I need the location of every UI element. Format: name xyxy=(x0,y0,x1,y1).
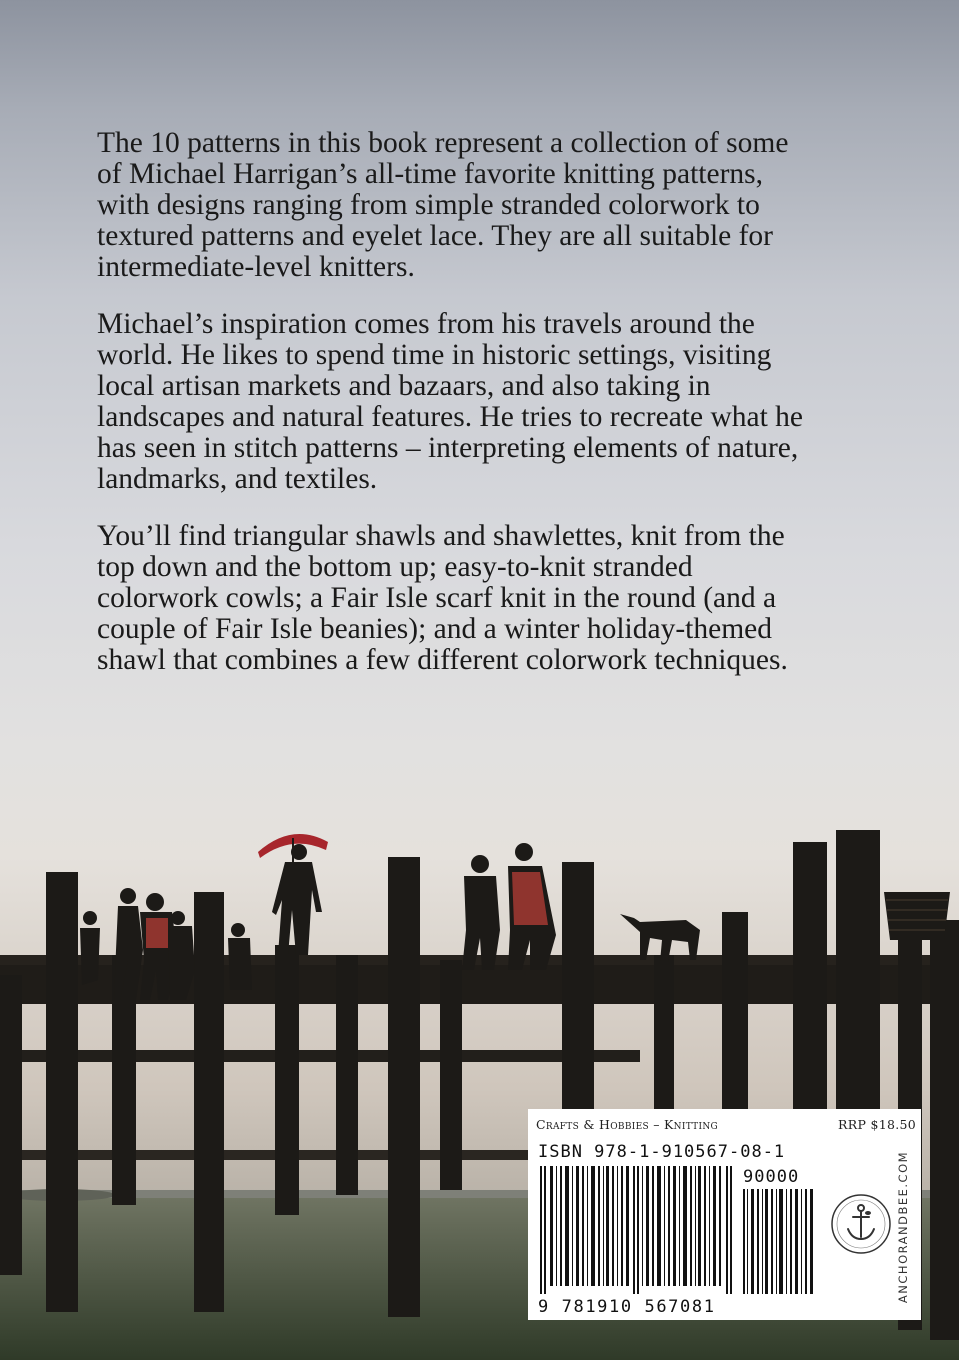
price-label: RRP $18.50 xyxy=(838,1116,916,1132)
barcode-panel xyxy=(528,1109,921,1320)
blurb-paragraph-3: You’ll find triangular shawls and shawlettes, knit from the top down and the bottom up; easy-to-knit stranded colorwork cowls; a Fair Isle scarf knit in the round (and a couple of Fair Isle beanies); and a winter holiday-themed shawl that combines a few different colorwork techniques. xyxy=(97,520,788,676)
category-label: Crafts & Hobbies – Knitting xyxy=(536,1116,718,1132)
ean-number: 9 781910 567081 xyxy=(538,1297,716,1317)
price-addon-barcode xyxy=(743,1189,815,1294)
price-code: 90000 xyxy=(743,1167,800,1187)
barcode-header xyxy=(536,1113,916,1135)
blurb-paragraph-2: Michael’s inspiration comes from his travels around the world. He likes to spend time in historic settings, visiting local artisan markets and bazaars, and also taking in landscapes and natural features. He tries to recreate what he has seen in stitch patterns – interpreting elements of nature, landmarks, and textiles. xyxy=(97,308,804,495)
publisher-url: ANCHORANDBEE.COM xyxy=(896,1150,910,1304)
blurb-paragraph-1: The 10 patterns in this book represent a collection of some of Michael Harrigan’s all-time favorite knitting patterns, with designs ranging from simple stranded colorwork to textured patterns and eyelet lace. They are all suitable for intermediate-level knitters. xyxy=(97,127,789,283)
ean-barcode xyxy=(538,1166,738,1294)
back-cover-blurb xyxy=(97,128,817,702)
isbn-label: ISBN 978-1-910567-08-1 xyxy=(538,1142,786,1162)
anchor-and-bee-logo xyxy=(830,1193,892,1255)
